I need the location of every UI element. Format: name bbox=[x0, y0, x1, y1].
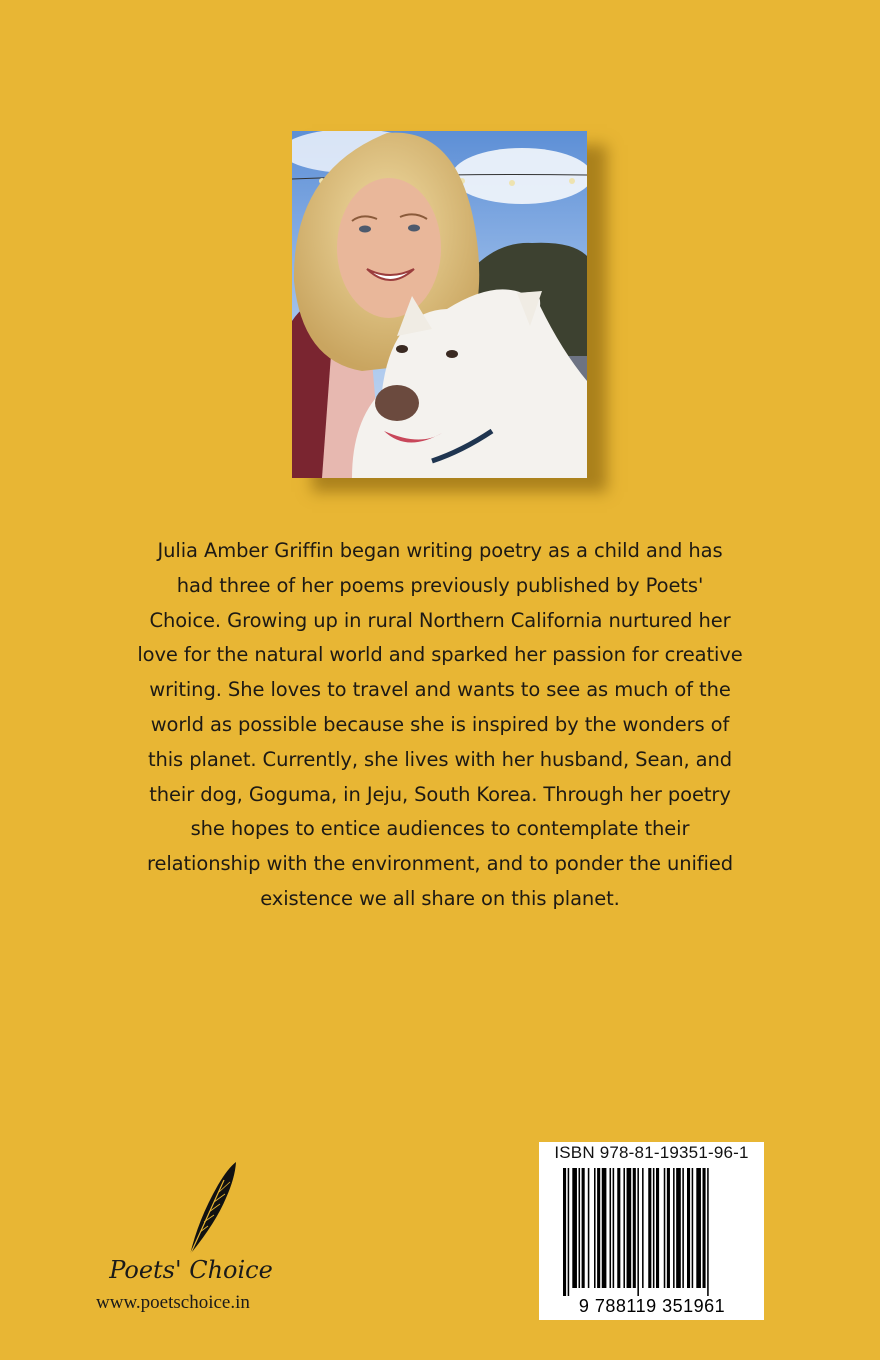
barcode-bar bbox=[579, 1168, 581, 1288]
barcode-bar bbox=[696, 1168, 701, 1288]
barcode-bar bbox=[617, 1168, 620, 1288]
author-bio bbox=[120, 534, 760, 917]
bio-line: love for the natural world and sparked her passion for creative bbox=[137, 643, 743, 667]
barcode-bar bbox=[588, 1168, 590, 1288]
barcode-bar bbox=[703, 1168, 706, 1288]
barcode-bar bbox=[627, 1168, 632, 1288]
publisher-name: Poets' Choice bbox=[109, 1256, 273, 1284]
barcode-bar bbox=[653, 1168, 655, 1288]
barcode-bar bbox=[673, 1168, 675, 1288]
barcode-bar bbox=[597, 1168, 600, 1288]
publisher-logo bbox=[96, 1160, 296, 1320]
barcode-bar bbox=[568, 1168, 570, 1296]
bio-line: writing. She loves to travel and wants to see as much of the bbox=[149, 678, 731, 702]
barcode-bar bbox=[682, 1168, 684, 1288]
barcode-bar bbox=[610, 1168, 612, 1288]
author-photo bbox=[292, 131, 587, 478]
bio-line: Choice. Growing up in rural Northern California nurtured her bbox=[149, 608, 731, 632]
publisher-url: www.poetschoice.in bbox=[96, 1292, 250, 1313]
bio-line: she hopes to entice audiences to contemplate their bbox=[190, 817, 690, 841]
barcode-bar bbox=[664, 1168, 666, 1288]
barcode-bar bbox=[623, 1168, 625, 1288]
barcode-bar bbox=[648, 1168, 651, 1288]
barcode-bar bbox=[594, 1168, 596, 1288]
bio-line: their dog, Goguma, in Jeju, South Korea. Through her poetry bbox=[149, 782, 731, 806]
barcode-bar bbox=[656, 1168, 659, 1288]
bio-line: world as possible because she is inspired by the wonders of bbox=[150, 712, 730, 736]
barcode-bar bbox=[633, 1168, 636, 1288]
isbn-barcode bbox=[539, 1142, 764, 1320]
barcode-bar bbox=[637, 1168, 639, 1296]
barcode-bar bbox=[687, 1168, 690, 1288]
bio-line: relationship with the environment, and to ponder the unified bbox=[146, 852, 734, 876]
isbn-label: ISBN 978-81-19351-96-1 bbox=[554, 1143, 749, 1162]
barcode-bar bbox=[642, 1168, 644, 1288]
quill-feather-icon bbox=[178, 1160, 238, 1260]
bio-line: existence we all share on this planet. bbox=[260, 886, 620, 910]
author-photo-image bbox=[292, 131, 587, 478]
bio-line: had three of her poems previously published by Poets' bbox=[176, 573, 704, 597]
barcode-bar bbox=[613, 1168, 615, 1288]
barcode-bar bbox=[692, 1168, 694, 1288]
bio-line: Julia Amber Griffin began writing poetry as a child and has bbox=[157, 539, 723, 562]
barcode-bar bbox=[667, 1168, 670, 1288]
barcode-bar bbox=[707, 1168, 709, 1296]
bio-line: this planet. Currently, she lives with her husband, Sean, and bbox=[147, 747, 733, 771]
barcode-bar bbox=[602, 1168, 607, 1288]
barcode-bar bbox=[582, 1168, 585, 1288]
barcode-digits: 9 788119 351961 bbox=[578, 1296, 726, 1316]
barcode-graphic bbox=[547, 1168, 757, 1316]
barcode-bar bbox=[572, 1168, 577, 1288]
barcode-bar bbox=[676, 1168, 681, 1288]
barcode-bar bbox=[563, 1168, 566, 1296]
